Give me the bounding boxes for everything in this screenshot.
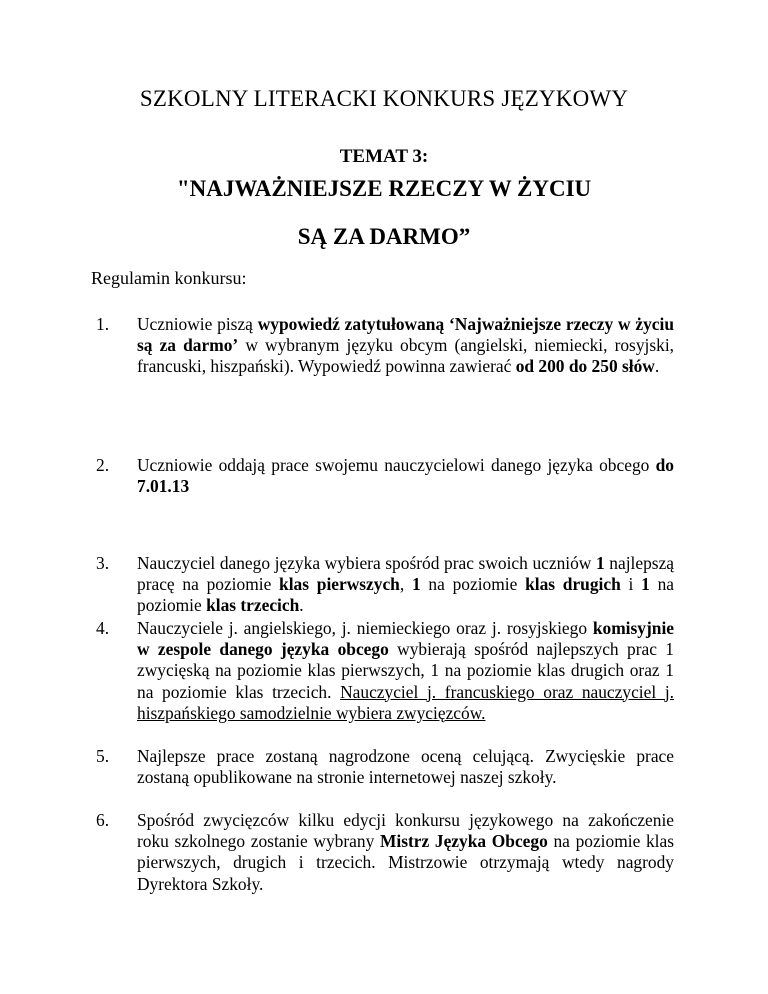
rule-text: [137, 314, 674, 378]
rule-item-1: [96, 314, 674, 378]
theme-title-line-2: SĄ ZA DARMO”: [297, 224, 471, 249]
rule-text-segment: wypowiedź zatytułowaną ‘Najważniejsze rzeczy w życiu są za darmo’: [137, 314, 674, 356]
rule-text-segment: klas trzecich: [206, 595, 300, 616]
rule-item-6: [96, 810, 674, 895]
rule-text-segment: na poziomie klas pierwszych, drugich i trzecich. Mistrzowie otrzymają wtedy nagrody Dyrektora Szkoły.: [137, 831, 674, 894]
rule-item-5: [96, 746, 674, 788]
rule-number: 6.: [96, 810, 110, 830]
rule-text-segment: Nauczyciel j. francuskiego oraz nauczyciel j. hiszpańskiego samodzielnie wybiera zwycięzców.: [137, 681, 674, 723]
rule-number: 3.: [96, 553, 110, 573]
rule-text-segment: Nauczyciele j. angielskiego, j. niemieckiego oraz j. rosyjskiego: [137, 618, 593, 638]
rule-item-2: [96, 455, 674, 497]
rule-text-segment: Najlepsze prace zostaną nagrodzone oceną celującą. Zwycięskie prace zostaną opublikowane na stronie internetowej naszej szkoły.: [137, 746, 674, 788]
rule-text-segment: w wybranym języku obcym (angielski, niemiecki, rosyjski, francuski, hiszpański). Wypowiedź powinna zawierać: [137, 335, 674, 377]
rule-item-4: [96, 618, 674, 724]
rule-text-segment: 1: [641, 574, 650, 595]
rule-text-segment: 1: [411, 574, 421, 595]
rule-text-segment: Uczniowie piszą: [137, 314, 258, 334]
rule-text: [137, 455, 674, 497]
rules-heading: Regulamin konkursu:: [91, 268, 247, 288]
rule-text-segment: komisyjnie w zespole danego języka obcego: [137, 618, 674, 660]
rule-text-segment: na poziomie: [137, 574, 675, 616]
rule-text: [137, 618, 674, 724]
rule-text-segment: Mistrz Języka Obcego: [379, 831, 548, 852]
rule-text-segment: do 7.01.13: [137, 455, 674, 497]
rule-number: 5.: [96, 746, 110, 766]
rule-number: 1.: [96, 314, 110, 334]
rule-text-segment: Uczniowie oddają prace swojemu nauczycielowi danego języka obcego: [137, 455, 656, 475]
rule-text-segment: 1: [595, 553, 605, 573]
rule-text-segment: na poziomie: [420, 574, 526, 595]
rule-text-segment: .: [299, 595, 304, 616]
rule-text: [137, 810, 674, 895]
rule-text-segment: od 200 do 250 słów: [515, 356, 655, 377]
rule-text: [137, 746, 674, 788]
rule-text-segment: najlepszą pracę na poziomie: [137, 553, 675, 595]
rule-text-segment: Spośród zwycięzców kilku edycji konkursu językowego na zakończenie roku szkolnego zostanie wybrany: [137, 810, 674, 852]
rule-number: 4.: [96, 618, 110, 638]
rule-text-segment: klas drugich: [525, 574, 621, 595]
rule-text-segment: klas pierwszych: [279, 574, 400, 595]
theme-title-line-1: "NAJWAŻNIEJSZE RZECZY W ŻYCIU: [176, 176, 592, 201]
rule-text-segment: i: [620, 574, 642, 595]
theme-label: TEMAT 3:: [339, 146, 429, 167]
rule-text-segment: wybierają spośród najlepszych prac 1 zwycięską na poziomie klas pierwszych, 1 na poziomie klas drugich oraz 1 na poziomie klas trzecich.: [137, 639, 674, 702]
rule-text: [137, 553, 674, 617]
rule-text-segment: ,: [399, 574, 412, 595]
rule-number: 2.: [96, 455, 110, 475]
rule-item-3: [96, 553, 674, 617]
rule-text-segment: .: [654, 356, 660, 377]
document-title: SZKOLNY LITERACKI KONKURS JĘZYKOWY: [139, 86, 629, 111]
rule-text-segment: Nauczyciel danego języka wybiera spośród prac swoich uczniów: [137, 553, 596, 573]
